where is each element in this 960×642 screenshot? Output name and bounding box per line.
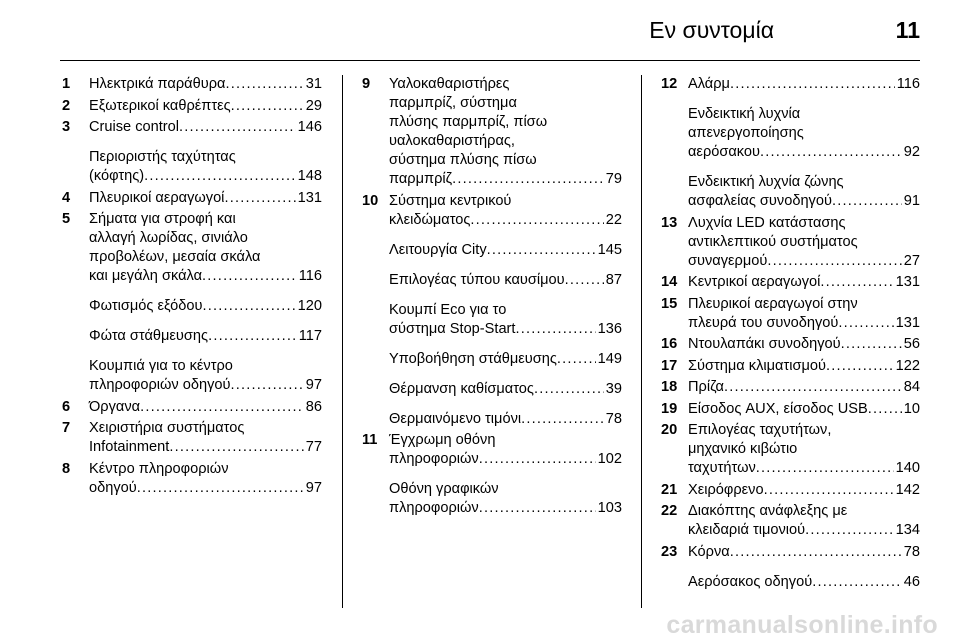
entry-page-number: 29 xyxy=(305,97,322,114)
leader-dots xyxy=(179,118,296,137)
leader-dots xyxy=(820,273,893,292)
leader-dots xyxy=(202,297,295,316)
entry-text-line xyxy=(688,378,920,397)
entry-page-number: 142 xyxy=(895,481,920,498)
entry-label: Φώτα στάθμευσης xyxy=(89,328,209,344)
entry-label: Υποβοήθηση στάθμευσης xyxy=(389,350,557,367)
entry-text-line xyxy=(389,271,622,290)
leader-dots xyxy=(470,211,603,230)
entry-number: 9 xyxy=(362,76,371,92)
index-entry xyxy=(62,210,322,286)
entry-number: 5 xyxy=(62,211,71,227)
index-entry xyxy=(362,431,622,469)
entry-text-line xyxy=(89,118,322,137)
page-title: Εν συντομία xyxy=(649,17,774,43)
entry-page-number: 103 xyxy=(597,500,622,516)
entry-page-number: 10 xyxy=(903,400,920,417)
entry-number: 19 xyxy=(661,400,678,417)
entry-label: Cruise control xyxy=(89,119,180,135)
entry-label: Επιλογέας τύπου καυσίμου xyxy=(389,271,565,288)
entry-text-line: αλλαγή λωρίδας, σινιάλο xyxy=(89,230,248,246)
leader-dots xyxy=(224,189,295,208)
entry-number: 7 xyxy=(62,420,71,436)
entry-page-number: 79 xyxy=(605,171,622,187)
entry-label: πλευρά του συνοδηγού xyxy=(688,314,839,331)
leader-dots xyxy=(231,376,304,395)
entry-label: πληροφοριών xyxy=(389,451,479,467)
entry-number: 4 xyxy=(62,189,71,206)
entry-text-line: Σήματα για στροφή και xyxy=(89,211,236,227)
index-entry xyxy=(661,481,920,500)
entry-text-line xyxy=(688,573,920,592)
entry-number: 17 xyxy=(661,357,678,374)
leader-dots xyxy=(838,314,893,333)
entry-page-number: 87 xyxy=(605,271,622,288)
entry-page-number: 140 xyxy=(895,460,920,476)
entry-label: κλειδώματος xyxy=(389,211,471,228)
index-entry xyxy=(362,480,622,518)
entry-page-number: 134 xyxy=(895,522,920,538)
index-entry xyxy=(62,97,322,116)
entry-text-line xyxy=(389,170,622,189)
leader-dots xyxy=(557,350,596,369)
entry-page-number: 22 xyxy=(605,211,622,228)
leader-dots xyxy=(756,459,894,478)
entry-page-number: 84 xyxy=(903,379,920,395)
leader-dots xyxy=(479,450,596,469)
leader-dots xyxy=(144,167,296,186)
entry-text-line xyxy=(389,350,622,369)
entry-number: 16 xyxy=(661,336,678,352)
leader-dots xyxy=(225,75,303,94)
index-entry xyxy=(62,357,322,395)
entry-page-number: 120 xyxy=(297,298,322,314)
entry-text-line xyxy=(89,438,322,457)
entry-label: Θερμαινόμενο τιμόνι xyxy=(389,410,522,427)
entry-text-line: Έγχρωμη οθόνη xyxy=(389,432,496,448)
entry-number: 2 xyxy=(62,97,71,114)
entry-text-line xyxy=(389,410,622,429)
index-entry xyxy=(362,241,622,260)
entry-text-line xyxy=(688,357,920,376)
leader-dots xyxy=(202,267,297,286)
entry-page-number: 86 xyxy=(305,398,322,415)
index-entry xyxy=(62,398,322,417)
entry-text-line: Σύστημα κεντρικού xyxy=(389,192,512,209)
entry-label: σύστημα Stop-Start xyxy=(389,320,516,337)
index-entry xyxy=(661,335,920,354)
index-entry xyxy=(62,75,322,94)
index-entry xyxy=(362,75,622,189)
leader-dots xyxy=(169,438,303,457)
entry-label: Ντουλαπάκι συνοδηγού xyxy=(688,336,841,352)
index-entry xyxy=(62,327,322,346)
entry-page-number: 39 xyxy=(605,380,622,397)
entry-label: Κεντρικοί αεραγωγοί xyxy=(688,274,821,290)
entry-text-line: Πλευρικοί αεραγωγοί στην xyxy=(688,295,858,312)
entry-text-line: παρμπρίζ, σύστημα xyxy=(389,95,517,111)
entry-text-line: Χειριστήρια συστήματος xyxy=(89,420,245,436)
entry-text-line: προβολέων, μεσαία σκάλα xyxy=(89,249,261,265)
index-entry xyxy=(62,419,322,457)
entry-number: 14 xyxy=(661,274,678,290)
watermark: carmanualsonline.info xyxy=(666,611,938,639)
entry-text-line xyxy=(688,335,920,354)
entry-label: Εξωτερικοί καθρέπτες xyxy=(89,97,231,114)
entry-text-line: αντικλεπτικού συστήματος xyxy=(688,233,858,250)
index-entry xyxy=(661,295,920,333)
index-entry xyxy=(661,357,920,376)
entry-text-line xyxy=(89,167,322,186)
entry-text-line xyxy=(89,327,322,346)
leader-dots xyxy=(868,400,902,419)
index-entry xyxy=(661,378,920,397)
entry-text-line xyxy=(89,75,322,94)
index-entry xyxy=(62,118,322,137)
entry-page-number: 91 xyxy=(903,193,920,209)
entry-text-line xyxy=(688,75,920,94)
entry-text-line: Περιοριστής ταχύτητας xyxy=(89,149,236,165)
index-entry xyxy=(362,301,622,339)
entry-text-line xyxy=(688,400,920,419)
entry-number: 20 xyxy=(661,422,678,438)
entry-label: Χειρόφρενο xyxy=(688,481,764,498)
entry-label: Πρίζα xyxy=(688,379,724,395)
entry-page-number: 122 xyxy=(895,357,920,374)
entry-text-line: Οθόνη γραφικών xyxy=(389,481,499,497)
leader-dots xyxy=(452,170,604,189)
entry-label: ασφαλείας συνοδηγού xyxy=(688,193,832,209)
index-column-1 xyxy=(62,75,322,498)
leader-dots xyxy=(730,543,902,562)
entry-text-line xyxy=(688,192,920,211)
entry-label: Λειτουργία City xyxy=(389,241,487,258)
entry-page-number: 97 xyxy=(305,377,322,393)
entry-text-line: Ενδεικτική λυχνία xyxy=(688,106,801,122)
entry-page-number: 116 xyxy=(896,76,920,92)
index-column-2 xyxy=(362,75,622,518)
entry-text-line xyxy=(89,398,322,417)
entry-number: 13 xyxy=(661,214,678,231)
entry-text-line: πλύσης παρμπρίζ, πίσω xyxy=(389,114,548,130)
entry-text-line: Υαλοκαθαριστήρες xyxy=(389,76,510,92)
leader-dots xyxy=(487,241,596,260)
entry-number: 22 xyxy=(661,503,678,519)
entry-text-line xyxy=(89,97,322,116)
entry-text-line xyxy=(688,143,920,162)
leader-dots xyxy=(841,335,902,354)
index-entry xyxy=(362,350,622,369)
entry-text-line: Ενδεικτική λυχνία ζώνης xyxy=(688,174,844,190)
entry-text-line xyxy=(89,267,322,286)
entry-label: Όργανα xyxy=(89,398,141,415)
entry-text-line: υαλοκαθαριστήρας, xyxy=(389,133,515,149)
entry-text-line xyxy=(89,479,322,498)
index-column-3 xyxy=(661,75,920,592)
entry-label: και μεγάλη σκάλα xyxy=(89,268,203,284)
entry-text-line: Κέντρο πληροφοριών xyxy=(89,460,229,477)
entry-label: κλειδαριά τιμονιού xyxy=(688,522,806,538)
leader-dots xyxy=(764,481,894,500)
entry-label: οδηγού xyxy=(89,479,137,496)
index-entry xyxy=(661,273,920,292)
entry-label: Πλευρικοί αεραγωγοί xyxy=(89,189,225,206)
entry-text-line xyxy=(688,521,920,540)
entry-label: πληροφοριών xyxy=(389,500,479,516)
entry-label: Ηλεκτρικά παράθυρα xyxy=(89,76,226,92)
leader-dots xyxy=(805,521,894,540)
leader-dots xyxy=(730,75,895,94)
index-entry xyxy=(362,192,622,230)
index-entry xyxy=(62,148,322,186)
leader-dots xyxy=(208,327,297,346)
index-entry xyxy=(661,75,920,94)
entry-text-line xyxy=(89,376,322,395)
entry-label: παρμπρίζ xyxy=(389,171,453,187)
index-entry xyxy=(661,400,920,419)
entry-label: πληροφοριών οδηγού xyxy=(89,377,231,393)
index-entry xyxy=(362,410,622,429)
entry-page-number: 31 xyxy=(305,76,322,92)
leader-dots xyxy=(515,320,595,339)
leader-dots xyxy=(724,378,902,397)
entry-page-number: 77 xyxy=(305,439,322,455)
entry-text-line: Επιλογέας ταχυτήτων, xyxy=(688,422,832,438)
entry-label: Φωτισμός εξόδου xyxy=(89,298,203,314)
leader-dots xyxy=(231,97,304,116)
entry-page-number: 136 xyxy=(597,320,622,337)
leader-dots xyxy=(137,479,304,498)
entry-label: Αερόσακος οδηγού xyxy=(688,573,813,590)
entry-page-number: 78 xyxy=(903,543,920,560)
entry-text-line: μηχανικό κιβώτιο xyxy=(688,441,798,457)
index-entry xyxy=(62,460,322,498)
index-entry xyxy=(661,214,920,271)
index-entry xyxy=(362,380,622,399)
entry-page-number: 27 xyxy=(903,252,920,269)
entry-number: 15 xyxy=(661,295,678,312)
entry-label: Είσοδος AUX, είσοδος USB xyxy=(688,400,868,417)
entry-label: Θέρμανση καθίσματος xyxy=(389,380,534,397)
entry-number: 3 xyxy=(62,119,71,135)
entry-page-number: 131 xyxy=(297,189,322,206)
entry-page-number: 46 xyxy=(903,573,920,590)
leader-dots xyxy=(565,271,604,290)
entry-text-line xyxy=(688,273,920,292)
index-entry xyxy=(661,543,920,562)
entry-text-line xyxy=(89,189,322,208)
leader-dots xyxy=(140,398,304,417)
leader-dots xyxy=(479,499,596,518)
index-entry xyxy=(62,189,322,208)
index-entry xyxy=(661,502,920,540)
entry-page-number: 148 xyxy=(297,168,322,184)
entry-number: 18 xyxy=(661,379,678,395)
index-entry xyxy=(661,105,920,162)
entry-text-line xyxy=(688,314,920,333)
entry-page-number: 149 xyxy=(597,350,622,367)
entry-label: Σύστημα κλιματισμού xyxy=(688,357,826,374)
entry-text-line: σύστημα πλύσης πίσω xyxy=(389,152,537,168)
entry-page-number: 146 xyxy=(297,119,322,135)
entry-text-line xyxy=(389,320,622,339)
index-entry xyxy=(362,271,622,290)
column-divider-1 xyxy=(342,75,343,608)
header-rule xyxy=(60,60,920,61)
entry-text-line: Διακόπτης ανάφλεξης με xyxy=(688,503,848,519)
entry-text-line xyxy=(389,499,622,518)
entry-page-number: 131 xyxy=(895,274,920,290)
entry-page-number: 131 xyxy=(895,314,920,331)
entry-label: (κόφτης) xyxy=(89,168,145,184)
entry-label: Αλάρμ xyxy=(688,76,730,92)
entry-label: Κόρνα xyxy=(688,543,730,560)
index-entry xyxy=(661,173,920,211)
entry-page-number: 97 xyxy=(305,479,322,496)
entry-page-number: 92 xyxy=(903,144,920,160)
entry-page-number: 116 xyxy=(298,268,322,284)
entry-page-number: 145 xyxy=(597,241,622,258)
entry-number: 6 xyxy=(62,398,71,415)
entry-text-line: Κουμπί Eco για το xyxy=(389,301,507,318)
entry-text-line xyxy=(389,241,622,260)
leader-dots xyxy=(826,357,894,376)
entry-page-number: 56 xyxy=(903,336,920,352)
entry-text-line xyxy=(688,252,920,271)
leader-dots xyxy=(812,573,902,592)
index-entry xyxy=(661,573,920,592)
entry-text-line: Κουμπιά για το κέντρο xyxy=(89,358,233,374)
entry-label: Infotainment xyxy=(89,439,170,455)
column-divider-2 xyxy=(641,75,642,608)
entry-text-line: Λυχνία LED κατάστασης xyxy=(688,214,846,231)
entry-number: 10 xyxy=(362,192,379,209)
leader-dots xyxy=(534,380,604,399)
entry-text-line: απενεργοποίησης xyxy=(688,125,804,141)
entry-number: 12 xyxy=(661,76,678,92)
entry-page-number: 117 xyxy=(298,328,322,344)
entry-number: 23 xyxy=(661,543,678,560)
leader-dots xyxy=(521,410,604,429)
entry-text-line xyxy=(688,481,920,500)
entry-text-line xyxy=(389,211,622,230)
entry-text-line xyxy=(688,459,920,478)
entry-label: αερόσακου xyxy=(688,144,761,160)
entry-text-line xyxy=(688,543,920,562)
entry-text-line xyxy=(89,297,322,316)
leader-dots xyxy=(832,192,902,211)
index-entry xyxy=(62,297,322,316)
leader-dots xyxy=(760,143,902,162)
entry-page-number: 102 xyxy=(597,451,622,467)
entry-text-line xyxy=(389,380,622,399)
entry-text-line xyxy=(389,450,622,469)
entry-label: ταχυτήτων xyxy=(688,460,756,476)
entry-label: συναγερμού xyxy=(688,252,768,269)
entry-number: 21 xyxy=(661,481,678,498)
entry-number: 8 xyxy=(62,460,71,477)
entry-number: 1 xyxy=(62,76,71,92)
index-entry xyxy=(661,421,920,478)
leader-dots xyxy=(767,252,901,271)
entry-number: 11 xyxy=(362,432,378,448)
page-number: 11 xyxy=(895,17,920,43)
entry-page-number: 78 xyxy=(605,410,622,427)
